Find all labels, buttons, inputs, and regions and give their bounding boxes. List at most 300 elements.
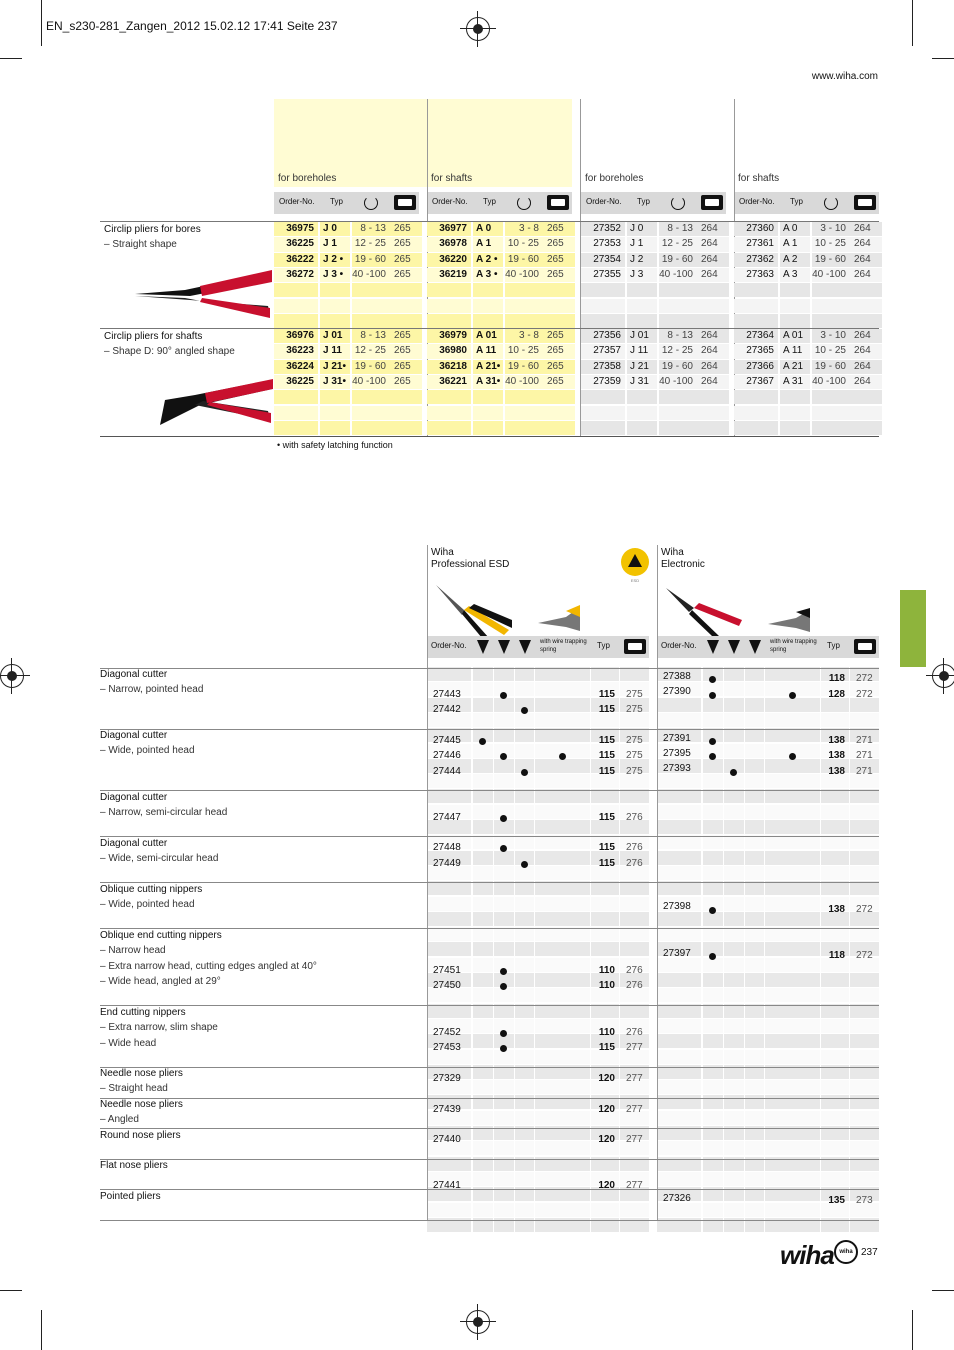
table-cell-bg — [850, 299, 882, 313]
column-header-typ: Typ — [330, 197, 343, 206]
product-title: Diagonal cutter — [100, 792, 168, 803]
table-cell-bg — [494, 881, 514, 895]
table-cell-bg — [535, 851, 590, 865]
availability-dot-icon — [709, 753, 716, 760]
table-cell-bg — [352, 406, 390, 420]
table-cell-bg — [274, 314, 318, 328]
type-code: A 1 — [476, 238, 492, 250]
availability-dot-icon — [789, 753, 796, 760]
table-cell-bg — [724, 789, 744, 803]
order-number: 27450 — [433, 980, 461, 991]
group-label: for boreholes — [585, 173, 644, 184]
table-cell-bg — [473, 314, 503, 328]
registration-mark-icon — [932, 664, 954, 688]
table-cell-bg — [657, 1034, 701, 1048]
availability-dot-icon — [500, 753, 507, 760]
table-cell-bg — [473, 881, 493, 895]
table-cell-bg — [821, 1172, 849, 1186]
table-cell-bg — [320, 314, 350, 328]
table-cell-bg — [515, 1019, 534, 1033]
table-cell-bg — [657, 774, 701, 788]
catalog-page-icon — [701, 195, 723, 210]
column-header-spring: with wire trapping spring — [770, 639, 817, 653]
circlip-plier-straight-image — [130, 262, 275, 322]
page-ref: 265 — [547, 360, 564, 372]
catalog-page-icon — [624, 639, 646, 654]
table-cell-bg — [850, 406, 882, 420]
order-number: 27397 — [663, 948, 691, 959]
table-cell-bg — [821, 820, 849, 834]
table-cell-bg — [765, 713, 820, 727]
table-cell-bg — [581, 421, 625, 435]
table-cell-bg — [535, 682, 590, 696]
crop-mark — [912, 1310, 913, 1350]
column-header-order: Order-No. — [661, 641, 697, 650]
page-ref: 264 — [854, 223, 871, 234]
group-brand: Wiha — [431, 547, 454, 558]
table-cell-bg — [765, 1203, 820, 1217]
table-cell-bg — [850, 805, 879, 819]
table-cell-bg — [505, 299, 543, 313]
page-ref: 265 — [547, 253, 564, 265]
table-cell-bg — [703, 820, 723, 834]
type-length: 115 — [598, 704, 615, 715]
page-ref: 277 — [626, 1042, 643, 1053]
table-cell-bg — [494, 912, 514, 926]
type-length: 115 — [598, 766, 615, 777]
table-cell-bg — [620, 942, 649, 956]
table-cell-bg — [320, 421, 350, 435]
order-number: 27446 — [433, 750, 461, 761]
table-cell-bg — [274, 421, 318, 435]
table-cell-bg — [627, 314, 657, 328]
table-cell-bg — [657, 973, 701, 987]
table-cell-bg — [627, 299, 657, 313]
table-cell-bg — [724, 667, 744, 681]
product-subtitle: – Straight head — [100, 1083, 168, 1094]
table-cell-bg — [780, 406, 810, 420]
page-ref: 264 — [701, 330, 718, 341]
table-cell-bg — [320, 390, 350, 404]
order-number: 27352 — [593, 223, 621, 234]
type-code: A 01 — [476, 330, 497, 341]
table-cell-bg — [274, 390, 318, 404]
table-cell-bg — [659, 390, 697, 404]
type-code: A 01 — [783, 330, 804, 341]
table-cell-bg — [627, 421, 657, 435]
table-cell-bg — [427, 942, 471, 956]
table-cell-bg — [515, 667, 534, 681]
page-ref: 275 — [626, 766, 643, 777]
table-cell-bg — [724, 942, 744, 956]
table-cell-bg — [724, 912, 744, 926]
ring-range: 3 - 10 — [820, 223, 846, 234]
row-separator — [100, 1005, 879, 1006]
table-cell-bg — [745, 973, 764, 987]
order-number: 36224 — [286, 360, 314, 372]
table-cell-bg — [657, 1141, 701, 1155]
table-cell-bg — [850, 835, 879, 849]
column-header-spring: with wire trapping spring — [540, 639, 587, 653]
page-ref: 265 — [394, 268, 411, 280]
table-cell-bg — [274, 406, 318, 420]
table-cell-bg — [494, 897, 514, 911]
group-brand: Wiha — [661, 547, 684, 558]
table-cell-bg — [620, 881, 649, 895]
table-cell-bg — [850, 421, 882, 435]
table-cell-bg — [427, 299, 471, 313]
table-cell-bg — [320, 299, 350, 313]
type-length: 115 — [598, 750, 615, 761]
type-code: J 01 — [630, 330, 649, 341]
table-cell-bg — [724, 835, 744, 849]
order-number: 27367 — [746, 375, 774, 387]
table-cell-bg — [745, 759, 764, 773]
type-length: 115 — [598, 735, 615, 746]
type-length: 138 — [828, 750, 845, 761]
table-cell-bg — [535, 897, 590, 911]
website-url: www.wiha.com — [811, 71, 878, 82]
group-name: Professional ESD — [431, 559, 510, 570]
table-cell-bg — [515, 912, 534, 926]
availability-dot-icon — [709, 953, 716, 960]
table-cell-bg — [494, 713, 514, 727]
table-cell-bg — [765, 927, 820, 941]
table-cell-bg — [505, 314, 543, 328]
table-cell-bg — [543, 314, 575, 328]
table-cell-bg — [535, 942, 590, 956]
table-cell-bg — [515, 789, 534, 803]
table-cell-bg — [745, 835, 764, 849]
column-header-order: Order-No. — [586, 197, 622, 206]
page-ref: 275 — [626, 689, 643, 700]
order-number: 27388 — [663, 671, 691, 682]
product-subtitle: – Wide head — [100, 1038, 157, 1049]
table-cell-bg — [745, 1050, 764, 1064]
order-number: 36977 — [439, 223, 467, 234]
page-ref: 264 — [701, 238, 718, 250]
type-code: A 1 — [783, 238, 798, 250]
esd-cutter-image — [434, 580, 516, 640]
ring-range: 19 - 60 — [507, 360, 539, 372]
table-cell-bg — [657, 698, 701, 712]
crop-mark — [0, 1290, 22, 1291]
table-cell-bg — [745, 881, 764, 895]
table-cell-bg — [543, 390, 575, 404]
table-cell-bg — [535, 1203, 590, 1217]
order-number: 36221 — [439, 375, 467, 387]
table-cell-bg — [765, 851, 820, 865]
table-cell-bg — [494, 988, 514, 1002]
ring-range: 12 - 25 — [661, 345, 693, 357]
order-number: 27356 — [593, 330, 621, 341]
table-cell-bg — [745, 927, 764, 941]
table-cell-bg — [581, 299, 625, 313]
order-number: 27448 — [433, 842, 461, 853]
order-number: 27361 — [746, 238, 774, 250]
page-ref: 265 — [394, 238, 411, 250]
type-length: 120 — [598, 1180, 615, 1191]
availability-dot-icon — [709, 907, 716, 914]
column-header-typ: Typ — [790, 197, 803, 206]
order-number: 27393 — [663, 763, 691, 774]
type-code: J 21 — [630, 360, 649, 372]
order-number: 27451 — [433, 965, 461, 976]
table-cell-bg — [745, 1034, 764, 1048]
table-cell-bg — [734, 421, 778, 435]
table-cell-bg — [543, 421, 575, 435]
row-separator — [100, 1189, 879, 1190]
table-cell-bg — [515, 897, 534, 911]
table-cell-bg — [812, 406, 850, 420]
table-cell-bg — [812, 314, 850, 328]
table-cell-bg — [745, 1019, 764, 1033]
ring-range: 3 - 8 — [518, 330, 539, 341]
ring-range: 10 - 25 — [814, 345, 846, 357]
table-cell-bg — [850, 1019, 879, 1033]
group-label: for boreholes — [278, 173, 337, 184]
order-number: 36220 — [439, 253, 467, 265]
ring-range: 8 - 13 — [667, 223, 693, 234]
table-cell-bg — [657, 1050, 701, 1064]
type-code: J 1 — [323, 238, 337, 250]
ring-range: 12 - 25 — [354, 345, 386, 357]
type-code: A 3 — [783, 268, 798, 280]
page-ref: 264 — [854, 268, 871, 280]
table-cell-bg — [505, 283, 543, 297]
table-cell-bg — [657, 1172, 701, 1186]
table-cell-bg — [657, 1080, 701, 1094]
page-ref: 275 — [626, 704, 643, 715]
table-cell-bg — [745, 682, 764, 696]
product-title: Diagonal cutter — [100, 838, 168, 849]
ring-range: 40 -100 — [352, 375, 386, 387]
cutter-shape-icon — [519, 640, 531, 654]
type-length: 115 — [598, 1042, 615, 1053]
table-cell-bg — [724, 1080, 744, 1094]
table-cell-bg — [535, 988, 590, 1002]
table-cell-bg — [765, 1034, 820, 1048]
table-cell-bg — [427, 406, 471, 420]
product-title: Flat nose pliers — [100, 1160, 168, 1171]
column-header-typ: Typ — [637, 197, 650, 206]
table-cell-bg — [657, 820, 701, 834]
type-code: J 0 — [630, 223, 644, 234]
table-cell-bg — [765, 897, 820, 911]
product-subtitle: – Angled — [100, 1114, 139, 1125]
table-cell-bg — [765, 1019, 820, 1033]
page-ref: 265 — [394, 375, 411, 387]
page-ref: 276 — [626, 812, 643, 823]
availability-dot-icon — [500, 692, 507, 699]
table-cell-bg — [515, 835, 534, 849]
table-cell-bg — [745, 1203, 764, 1217]
page-ref: 264 — [701, 360, 718, 372]
order-number: 36222 — [286, 253, 314, 265]
table-cell-bg — [352, 421, 390, 435]
order-number: 27359 — [593, 375, 621, 387]
page-ref: 265 — [547, 223, 564, 234]
table-cell-bg — [745, 1141, 764, 1155]
table-cell-bg — [745, 958, 764, 972]
table-cell-bg — [515, 927, 534, 941]
ring-range: 3 - 10 — [820, 330, 846, 341]
table-cell-bg — [535, 1111, 590, 1125]
table-cell-bg — [850, 314, 882, 328]
product-title: Oblique end cutting nippers — [100, 930, 222, 941]
table-cell-bg — [724, 1111, 744, 1125]
table-cell-bg — [765, 759, 820, 773]
table-cell-bg — [765, 728, 820, 742]
table-cell-bg — [657, 881, 701, 895]
table-cell-bg — [765, 1111, 820, 1125]
table-cell-bg — [627, 406, 657, 420]
type-code: J 21• — [323, 360, 346, 372]
type-code: A 0 — [783, 223, 798, 234]
table-cell-bg — [850, 713, 879, 727]
page-ref: 265 — [547, 345, 564, 357]
order-number: 36980 — [439, 345, 467, 357]
table-cell-bg — [427, 897, 471, 911]
table-cell-bg — [427, 283, 471, 297]
ring-range: 12 - 25 — [354, 238, 386, 250]
type-code: A 11 — [476, 345, 497, 357]
order-number: 36272 — [286, 268, 314, 280]
table-cell-bg — [543, 283, 575, 297]
table-cell-bg — [515, 881, 534, 895]
table-cell-bg — [850, 988, 879, 1002]
table-cell-bg — [657, 713, 701, 727]
table-cell-bg — [821, 988, 849, 1002]
cutter-head-image — [536, 605, 582, 635]
table-cell-bg — [627, 390, 657, 404]
order-number: 36225 — [286, 238, 314, 250]
availability-dot-icon — [521, 707, 528, 714]
table-cell-bg — [581, 390, 625, 404]
order-number: 27358 — [593, 360, 621, 372]
table-cell-bg — [821, 851, 849, 865]
table-cell-bg — [734, 406, 778, 420]
table-cell-bg — [494, 851, 514, 865]
table-cell-bg — [745, 866, 764, 880]
table-cell-bg — [724, 728, 744, 742]
table-cell-bg — [724, 866, 744, 880]
table-cell-bg — [703, 1034, 723, 1048]
table-cell-bg — [473, 897, 493, 911]
ring-range: 40 -100 — [812, 268, 846, 280]
table-cell-bg — [812, 283, 850, 297]
table-cell-bg — [724, 1141, 744, 1155]
page-ref: 264 — [701, 223, 718, 234]
table-cell-bg — [821, 1050, 849, 1064]
column-header-typ: Typ — [827, 641, 840, 650]
type-length: 110 — [598, 965, 615, 976]
order-number: 27439 — [433, 1104, 461, 1115]
table-cell-bg — [734, 283, 778, 297]
row-separator — [100, 668, 879, 669]
product-subtitle: – Wide, pointed head — [100, 899, 195, 910]
table-cell-bg — [745, 667, 764, 681]
table-cell-bg — [850, 1141, 879, 1155]
page-ref: 275 — [626, 750, 643, 761]
column-header-order: Order-No. — [431, 641, 467, 650]
table-cell-bg — [535, 912, 590, 926]
table-cell-bg — [703, 713, 723, 727]
table-cell-bg — [821, 973, 849, 987]
table-cell-bg — [515, 1203, 534, 1217]
table-cell-bg — [620, 1203, 649, 1217]
product-title: Pointed pliers — [100, 1191, 161, 1202]
table-cell-bg — [850, 820, 879, 834]
row-separator — [100, 882, 879, 883]
order-number: 27441 — [433, 1180, 461, 1191]
table-cell-bg — [494, 1203, 514, 1217]
table-cell-bg — [427, 912, 471, 926]
table-cell-bg — [745, 728, 764, 742]
table-cell-bg — [657, 1019, 701, 1033]
page-ref: 265 — [394, 253, 411, 265]
order-number: 36219 — [439, 268, 467, 280]
type-code: A 21 — [783, 360, 804, 372]
order-number: 27395 — [663, 748, 691, 759]
row-separator — [100, 729, 879, 730]
table-cell-bg — [352, 283, 390, 297]
table-cell-bg — [821, 805, 849, 819]
section-color-tab — [900, 590, 926, 667]
group-name: Electronic — [661, 559, 705, 570]
table-cell-bg — [620, 897, 649, 911]
table-cell-bg — [515, 1050, 534, 1064]
table-cell-bg — [657, 851, 701, 865]
page-ref: 276 — [626, 965, 643, 976]
table-cell-bg — [352, 314, 390, 328]
table-cell-bg — [473, 1203, 493, 1217]
type-code: A 0 — [476, 223, 492, 234]
table-cell-bg — [724, 682, 744, 696]
table-cell-bg — [724, 698, 744, 712]
table-cell-bg — [780, 283, 810, 297]
table-cell-bg — [515, 728, 534, 742]
table-cell-bg — [745, 897, 764, 911]
order-number: 27326 — [663, 1193, 691, 1204]
type-code: A 11 — [783, 345, 803, 357]
type-length: 120 — [598, 1104, 615, 1115]
table-cell-bg — [352, 390, 390, 404]
page-ref: 264 — [854, 238, 871, 250]
table-cell-bg — [745, 912, 764, 926]
type-length: 135 — [828, 1195, 845, 1206]
table-cell-bg — [515, 805, 534, 819]
type-length: 120 — [598, 1134, 615, 1145]
ring-range: 10 - 25 — [814, 238, 846, 250]
page-ref: 272 — [856, 689, 873, 700]
order-number: 27354 — [593, 253, 621, 265]
table-cell-bg — [780, 421, 810, 435]
cutter-head-image — [766, 608, 812, 636]
ring-range: 19 - 60 — [814, 253, 846, 265]
table-cell-bg — [724, 713, 744, 727]
type-code: J 3 • — [323, 268, 344, 280]
group-label: for shafts — [431, 173, 473, 184]
ring-range: 19 - 60 — [354, 253, 386, 265]
table-cell-bg — [703, 789, 723, 803]
order-number: 27353 — [593, 238, 621, 250]
type-length: 115 — [598, 858, 615, 869]
circlip-plier-angled-image — [155, 375, 275, 435]
table-cell-bg — [850, 973, 879, 987]
product-title: Needle nose pliers — [100, 1099, 183, 1110]
table-cell-bg — [734, 299, 778, 313]
